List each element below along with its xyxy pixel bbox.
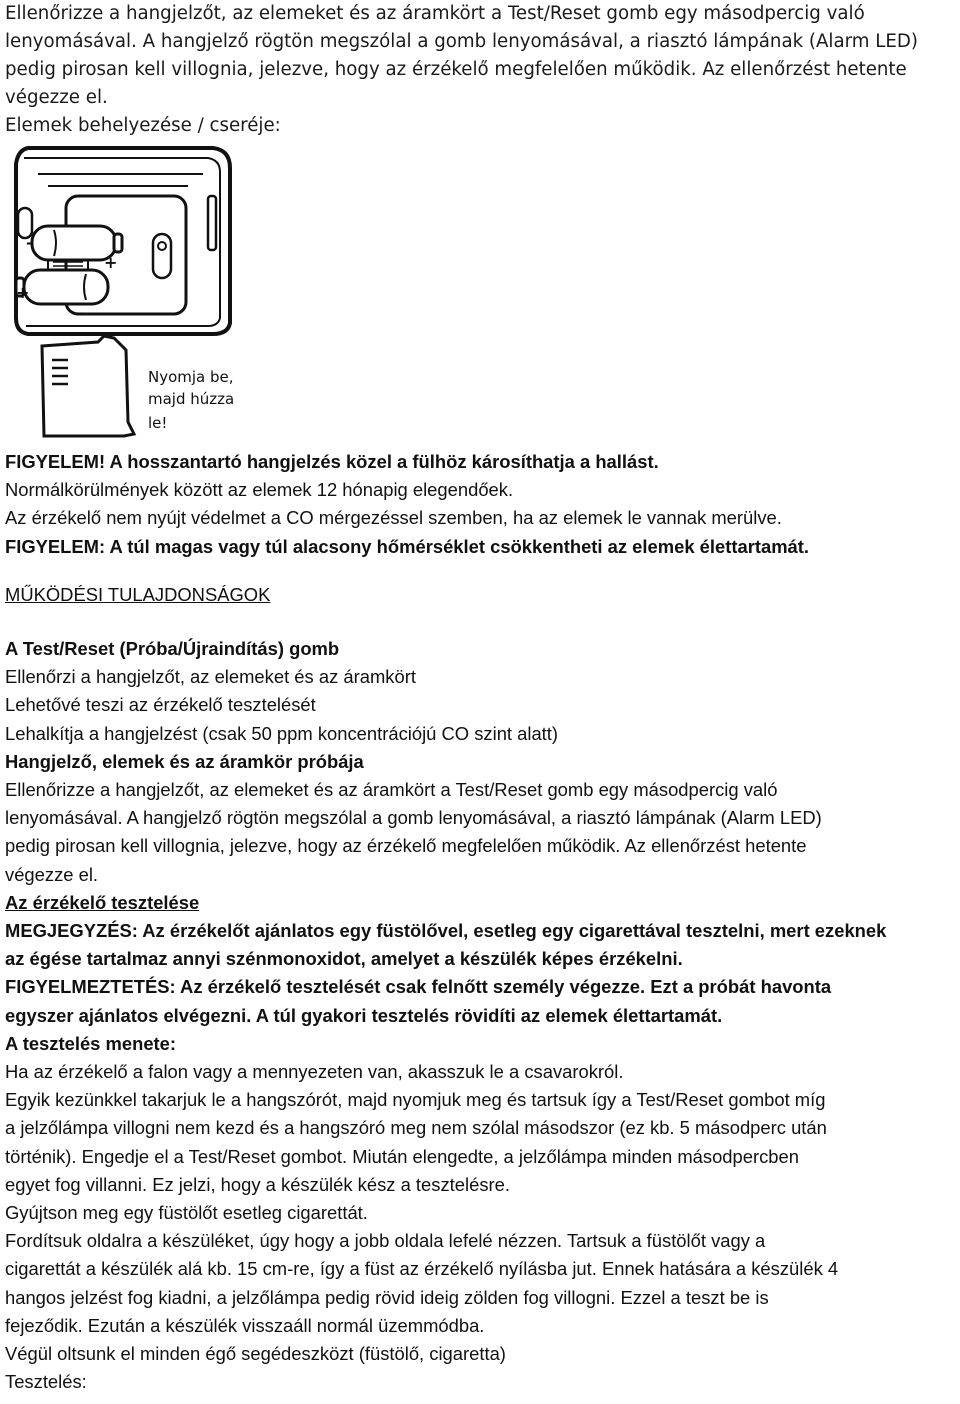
temperature-warning-line: FIGYELEM: A túl magas vagy túl alacsony hőmérséklet csökkentheti az elemek élettartamát. <box>5 535 810 557</box>
caution-line: egyszer ajánlatos elvégezni. A túl gyakori tesztelés rövidíti az elemek élettartamát. <box>5 1004 723 1026</box>
caution-line: FIGYELMEZTETÉS: Az érzékelő tesztelését csak felnőtt személy végezze. Ezt a próbát havonta <box>5 976 832 998</box>
alarm-test-heading: Hangjelző, elemek és az áramkör próbája <box>5 750 364 772</box>
test-reset-item: Lehalkítja a hangjelzést (csak 50 ppm koncentrációjú CO szint alatt) <box>5 722 559 744</box>
alarm-test-line: végezze el. <box>5 863 99 885</box>
alarm-test-line: Ellenőrizze a hangjelzőt, az elemeket és az áramkört a Test/Reset gomb egy másodpercig való <box>5 779 778 801</box>
intro-line: végezze el. <box>5 87 108 108</box>
callout-line: le! <box>148 414 168 432</box>
battery-bottom <box>16 270 108 304</box>
test-reset-item: Lehetővé teszi az érzékelő tesztelését <box>5 694 316 716</box>
warning-line: FIGYELEM! A hosszantartó hangjelzés közel a fülhöz károsíthatja a hallást. <box>5 451 659 472</box>
battery-cover-illustration <box>42 336 134 436</box>
main-text <box>5 448 957 1397</box>
alarm-test-line: pedig pirosan kell villognia, jelezve, hogy az érzékelő megfelelően működik. Az ellenőrzést hetente <box>5 835 807 857</box>
note-line: MEGJEGYZÉS: Az érzékelőt ajánlatos egy füstölővel, esetleg egy cigarettával tesztelni, mert ezeknek <box>5 920 887 942</box>
battery-life-line: Normálkörülmények között az elemek 12 hónapig elegendőek. <box>5 479 514 501</box>
intro-line: Ellenőrizze a hangjelzőt, az elemeket és az áramkört a Test/Reset gomb egy másodpercig való <box>5 3 865 24</box>
plus-label-bottom: + <box>16 283 30 302</box>
intro-paragraph <box>5 0 955 140</box>
note-line: az égése tartalmaz annyi szénmonoxidot, amelyet a készülék képes érzékelni. <box>5 948 683 970</box>
procedure-line: Ha az érzékelő a falon vagy a mennyezeten van, akasszuk le a csavarokról. <box>5 1061 624 1083</box>
procedure-line: Gyújtson meg egy füstölőt esetleg cigarettát. <box>5 1202 368 1224</box>
battery-installation-figure <box>8 138 258 438</box>
cover-callout <box>148 368 234 432</box>
test-reset-heading: A Test/Reset (Próba/Újraindítás) gomb <box>5 638 340 660</box>
procedure-line: cigarettát a készülék alá kb. 15 cm-re, így a füst az érzékelő nyílásba jut. Ennek hatására a készülék 4 <box>5 1258 839 1280</box>
alarm-test-line: lenyomásával. A hangjelző rögtön megszólal a gomb lenyomásával, a riasztó lámpának (Alarm LED) <box>5 807 822 829</box>
procedure-line: hangos jelzést fog kiadni, a jelzőlámpa pedig rövid ideig zölden fog villogni. Ezzel a teszt be is <box>5 1286 769 1308</box>
procedure-line: egyet fog villanni. Ez jelzi, hogy a készülék kész a tesztelésre. <box>5 1173 510 1195</box>
battery-heading: Elemek behelyezése / cseréje: <box>5 115 281 136</box>
plus-label-top: + <box>104 253 118 272</box>
test-reset-item: Ellenőrzi a hangjelzőt, az elemeket és az áramkört <box>5 666 416 688</box>
procedure-line: fejeződik. Ezután a készülék visszaáll normál üzemmódba. <box>5 1314 485 1336</box>
intro-line: lenyomásával. A hangjelző rögtön megszólal a gomb lenyomásával, a riasztó lámpának (Alarm LED) <box>5 31 919 52</box>
procedure-line: Egyik kezünkkel takarjuk le a hangszórót, majd nyomjuk meg és tartsuk így a Test/Reset gombot míg <box>5 1089 826 1111</box>
minus-label-bottom: – <box>76 303 84 322</box>
section-title: MŰKÖDÉSI TULAJDONSÁGOK <box>5 583 271 605</box>
minus-label-top: – <box>26 233 34 252</box>
procedure-line: a jelzőlámpa villogni nem kezd és a hangszóró meg nem szólal másodszor (ez kb. 5 másodperc után <box>5 1117 827 1139</box>
procedure-line: Végül oltsunk el minden égő segédeszközt (füstölő, cigaretta) <box>5 1343 506 1365</box>
procedure-line: Fordítsuk oldalra a készüléket, úgy hogy a jobb oldala lefelé nézzen. Tartsuk a füstölőt vagy a <box>5 1230 766 1252</box>
callout-line: majd húzza <box>148 390 235 408</box>
intro-line: pedig pirosan kell villognia, jelezve, hogy az érzékelő megfelelően működik. Az ellenőrzést hetente <box>5 59 907 80</box>
sensor-test-heading: Az érzékelő tesztelése <box>5 891 200 913</box>
procedure-line: történik). Engedje el a Test/Reset gombot. Miután elengedte, a jelzőlámpa minden másodpercben <box>5 1145 799 1167</box>
protection-line: Az érzékelő nem nyújt védelmet a CO mérgezéssel szemben, ha az elemek le vannak merülve. <box>5 507 782 529</box>
procedure-heading: A tesztelés menete: <box>5 1032 177 1054</box>
callout-line: Nyomja be, <box>148 368 234 386</box>
final-label: Tesztelés: <box>5 1371 87 1393</box>
